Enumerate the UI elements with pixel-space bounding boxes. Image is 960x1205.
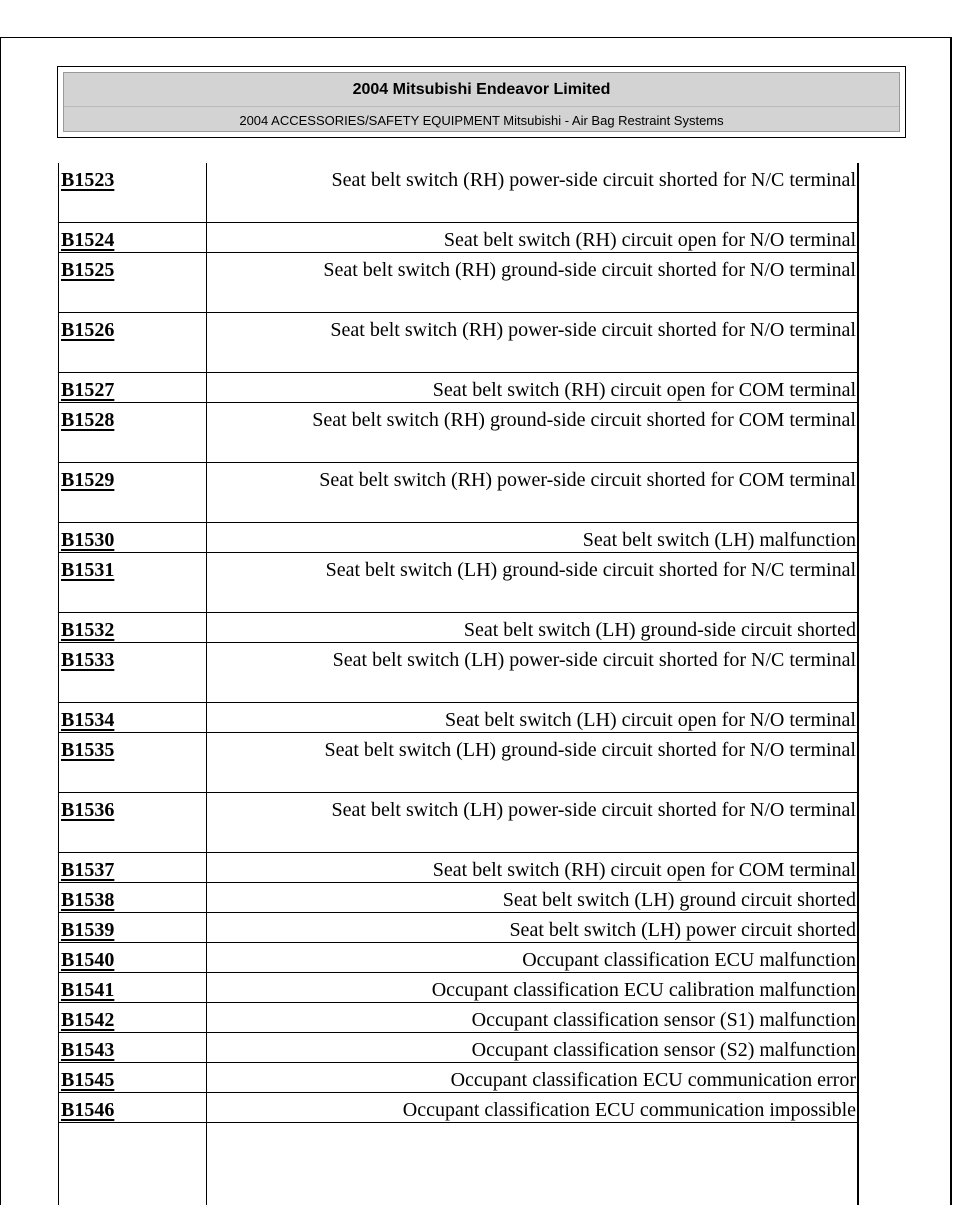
dtc-code-link[interactable]: B1529 <box>61 469 115 491</box>
dtc-description: Seat belt switch (LH) ground-side circuit shorted <box>463 619 856 641</box>
dtc-description: Seat belt switch (LH) ground-side circuit shorted for N/C terminal <box>325 559 856 581</box>
dtc-description: Seat belt switch (RH) circuit open for COM terminal <box>432 379 856 401</box>
dtc-code-link[interactable]: B1527 <box>61 379 115 401</box>
dtc-code-link[interactable]: B1525 <box>61 259 115 281</box>
dtc-code-link[interactable]: B1528 <box>61 409 115 431</box>
table-row <box>58 313 859 373</box>
table-row <box>58 223 859 253</box>
dtc-code-link[interactable]: B1543 <box>61 1039 115 1061</box>
dtc-description: Seat belt switch (RH) power-side circuit shorted for N/C terminal <box>331 169 856 191</box>
table-row <box>58 1033 859 1063</box>
dtc-code-link[interactable]: B1537 <box>61 859 115 881</box>
dtc-code-link[interactable]: B1542 <box>61 1009 115 1031</box>
table-row <box>58 943 859 973</box>
dtc-code-link[interactable]: B1535 <box>61 739 115 761</box>
dtc-description: Seat belt switch (LH) power-side circuit shorted for N/C terminal <box>332 649 856 671</box>
header-panel <box>63 72 900 132</box>
dtc-code-link[interactable]: B1523 <box>61 169 115 191</box>
page-frame-right <box>950 37 952 1205</box>
dtc-code-link[interactable]: B1545 <box>61 1069 115 1091</box>
dtc-description: Seat belt switch (LH) ground-side circuit shorted for N/O terminal <box>324 739 856 761</box>
table-row <box>58 643 859 703</box>
dtc-code-link[interactable]: B1530 <box>61 529 115 551</box>
header-subtitle: 2004 ACCESSORIES/SAFETY EQUIPMENT Mitsubishi - Air Bag Restraint Systems <box>239 113 724 128</box>
table-row <box>58 853 859 883</box>
dtc-table <box>58 163 859 1123</box>
dtc-code-link[interactable]: B1539 <box>61 919 115 941</box>
dtc-description: Occupant classification ECU malfunction <box>522 949 856 971</box>
header-title-text: 2004 Mitsubishi Endeavor Limited <box>352 81 611 98</box>
table-row <box>58 703 859 733</box>
dtc-description: Seat belt switch (LH) malfunction <box>582 529 856 551</box>
dtc-description: Occupant classification sensor (S2) malfunction <box>471 1039 856 1061</box>
dtc-description: Occupant classification ECU calibration malfunction <box>431 979 856 1001</box>
dtc-description: Seat belt switch (RH) circuit open for COM terminal <box>432 859 856 881</box>
page-frame-left <box>0 37 1 1205</box>
table-row <box>58 1063 859 1093</box>
dtc-description: Seat belt switch (LH) power-side circuit shorted for N/O terminal <box>331 799 856 821</box>
dtc-code-link[interactable]: B1533 <box>61 649 115 671</box>
table-row <box>58 553 859 613</box>
table-row <box>58 403 859 463</box>
page-frame-top <box>0 37 952 38</box>
table-row <box>58 1093 859 1123</box>
dtc-code-link[interactable]: B1524 <box>61 229 115 251</box>
table-row <box>58 613 859 643</box>
dtc-description: Seat belt switch (RH) power-side circuit shorted for COM terminal <box>319 469 856 491</box>
dtc-description: Seat belt switch (RH) circuit open for N/O terminal <box>443 229 856 251</box>
table-row <box>58 163 859 223</box>
dtc-description: Seat belt switch (LH) circuit open for N/O terminal <box>445 709 856 731</box>
dtc-code-link[interactable]: B1532 <box>61 619 115 641</box>
dtc-description: Occupant classification ECU communication error <box>450 1069 856 1091</box>
table-row <box>58 883 859 913</box>
dtc-code-link[interactable]: B1540 <box>61 949 115 971</box>
table-row <box>58 253 859 313</box>
table-row <box>58 523 859 553</box>
header-title <box>64 73 899 107</box>
dtc-description: Seat belt switch (RH) ground-side circuit shorted for COM terminal <box>312 409 856 431</box>
dtc-code-link[interactable]: B1536 <box>61 799 115 821</box>
dtc-code-link[interactable]: B1538 <box>61 889 115 911</box>
dtc-description: Seat belt switch (RH) ground-side circuit shorted for N/O terminal <box>323 259 856 281</box>
dtc-description: Occupant classification ECU communication impossible <box>402 1099 856 1121</box>
table-row <box>58 373 859 403</box>
dtc-description: Seat belt switch (LH) power circuit shorted <box>509 919 856 941</box>
dtc-description: Seat belt switch (RH) power-side circuit shorted for N/O terminal <box>330 319 856 341</box>
table-row <box>58 733 859 793</box>
dtc-description: Seat belt switch (LH) ground circuit shorted <box>502 889 856 911</box>
dtc-code-link[interactable]: B1546 <box>61 1099 115 1121</box>
dtc-code-link[interactable]: B1541 <box>61 979 115 1001</box>
table-row <box>58 463 859 523</box>
dtc-description: Occupant classification sensor (S1) malfunction <box>471 1009 856 1031</box>
dtc-code-link[interactable]: B1531 <box>61 559 115 581</box>
table-row <box>58 973 859 1003</box>
dtc-code-link[interactable]: B1526 <box>61 319 115 341</box>
table-row <box>58 913 859 943</box>
table-row <box>58 1003 859 1033</box>
dtc-code-link[interactable]: B1534 <box>61 709 115 731</box>
document-header <box>57 66 906 138</box>
table-row <box>58 793 859 853</box>
